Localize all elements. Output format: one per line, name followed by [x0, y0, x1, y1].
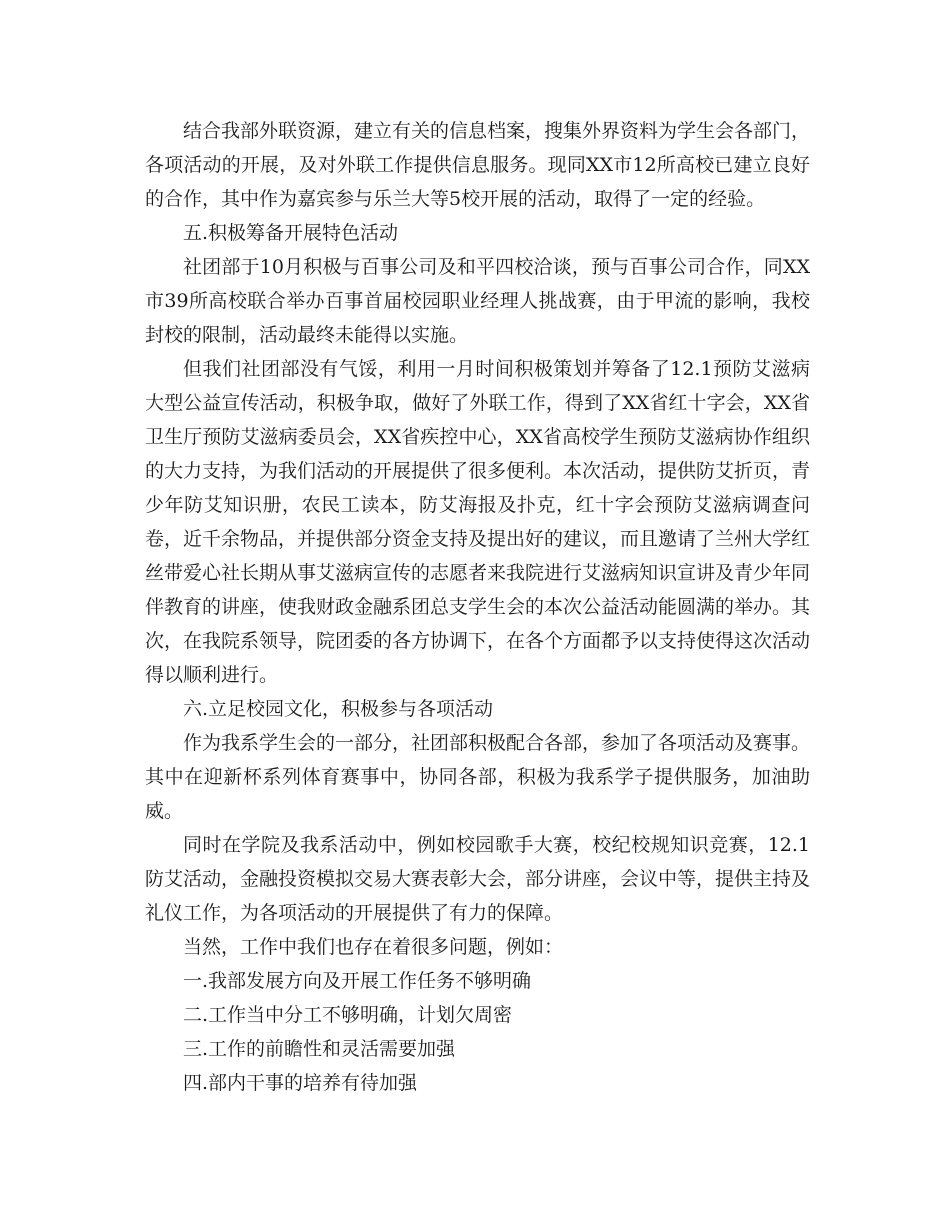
- section-heading-five: 五.积极筹备开展特色活动: [183, 222, 399, 244]
- problem-item-2: 二.工作当中分工不够明确，计划欠周密: [183, 1004, 513, 1026]
- paragraph-aids-campaign: 但我们社团部没有气馁，利用一月时间积极策划并筹备了12.1预防艾滋病大型公益宣传活动，积极争取，做好了外联工作，得到了XX省红十字会，XX省卫生厅预防艾滋病委员会，XX省疾控中心，XX省高校学生预防艾滋病协作组织的大力支持，为我们活动的开展提供了很多便利。本次活动，提供防艾折页，青少年防艾知识册，农民工读本，防艾海报及扑克，红十字会预防艾滋病调查问卷，近千余物品，并提供部分资金支持及提出好的建议，而且邀请了兰州大学红丝带爱心社长期从事艾滋病宣传的志愿者来我院进行艾滋病知识宣讲及青少年同伴教育的讲座，使我财政金融系团总支学生会的本次公益活动能圆满的举办。其次，在我院系领导，院团委的各方协调下，在各个方面都予以支持使得这次活动得以顺利进行。: [145, 358, 811, 686]
- document-body: [145, 114, 810, 1100]
- problem-item-3: 三.工作的前瞻性和灵活需要加强: [183, 1038, 456, 1060]
- paragraph-info-archive: 结合我部外联资源，建立有关的信息档案，搜集外界资料为学生会各部门，各项活动的开展，及对外联工作提供信息服务。现同XX市12所高校已建立良好的合作，其中作为嘉宾参与乐兰大等5校开展的活动，取得了一定的经验。: [145, 120, 811, 210]
- section-heading-six: 六.立足校园文化，积极参与各项活动: [183, 698, 494, 720]
- problem-item-4: 四.部内干事的培养有待加强: [183, 1072, 418, 1094]
- paragraph-problems-intro: 当然，工作中我们也存在着很多问题，例如：: [183, 936, 564, 958]
- problem-item-1: 一.我部发展方向及开展工作任务不够明确: [183, 970, 532, 992]
- paragraph-sports-events: 作为我系学生会的一部分，社团部积极配合各部，参加了各项活动及赛事。其中在迎新杯系列体育赛事中，协同各部，积极为我系学子提供服务，加油助威。: [145, 732, 811, 822]
- paragraph-pepsi-cooperation: 社团部于10月积极与百事公司及和平四校洽谈，预与百事公司合作，同XX市39所高校联合举办百事首届校园职业经理人挑战赛，由于甲流的影响，我校封校的限制，活动最终未能得以实施。: [145, 256, 810, 346]
- paragraph-campus-activities: 同时在学院及我系活动中，例如校园歌手大赛，校纪校规知识竞赛，12.1防艾活动，金融投资模拟交易大赛表彰大会，部分讲座，会议中等，提供主持及礼仪工作，为各项活动的开展提供了有力的保障。: [145, 834, 811, 924]
